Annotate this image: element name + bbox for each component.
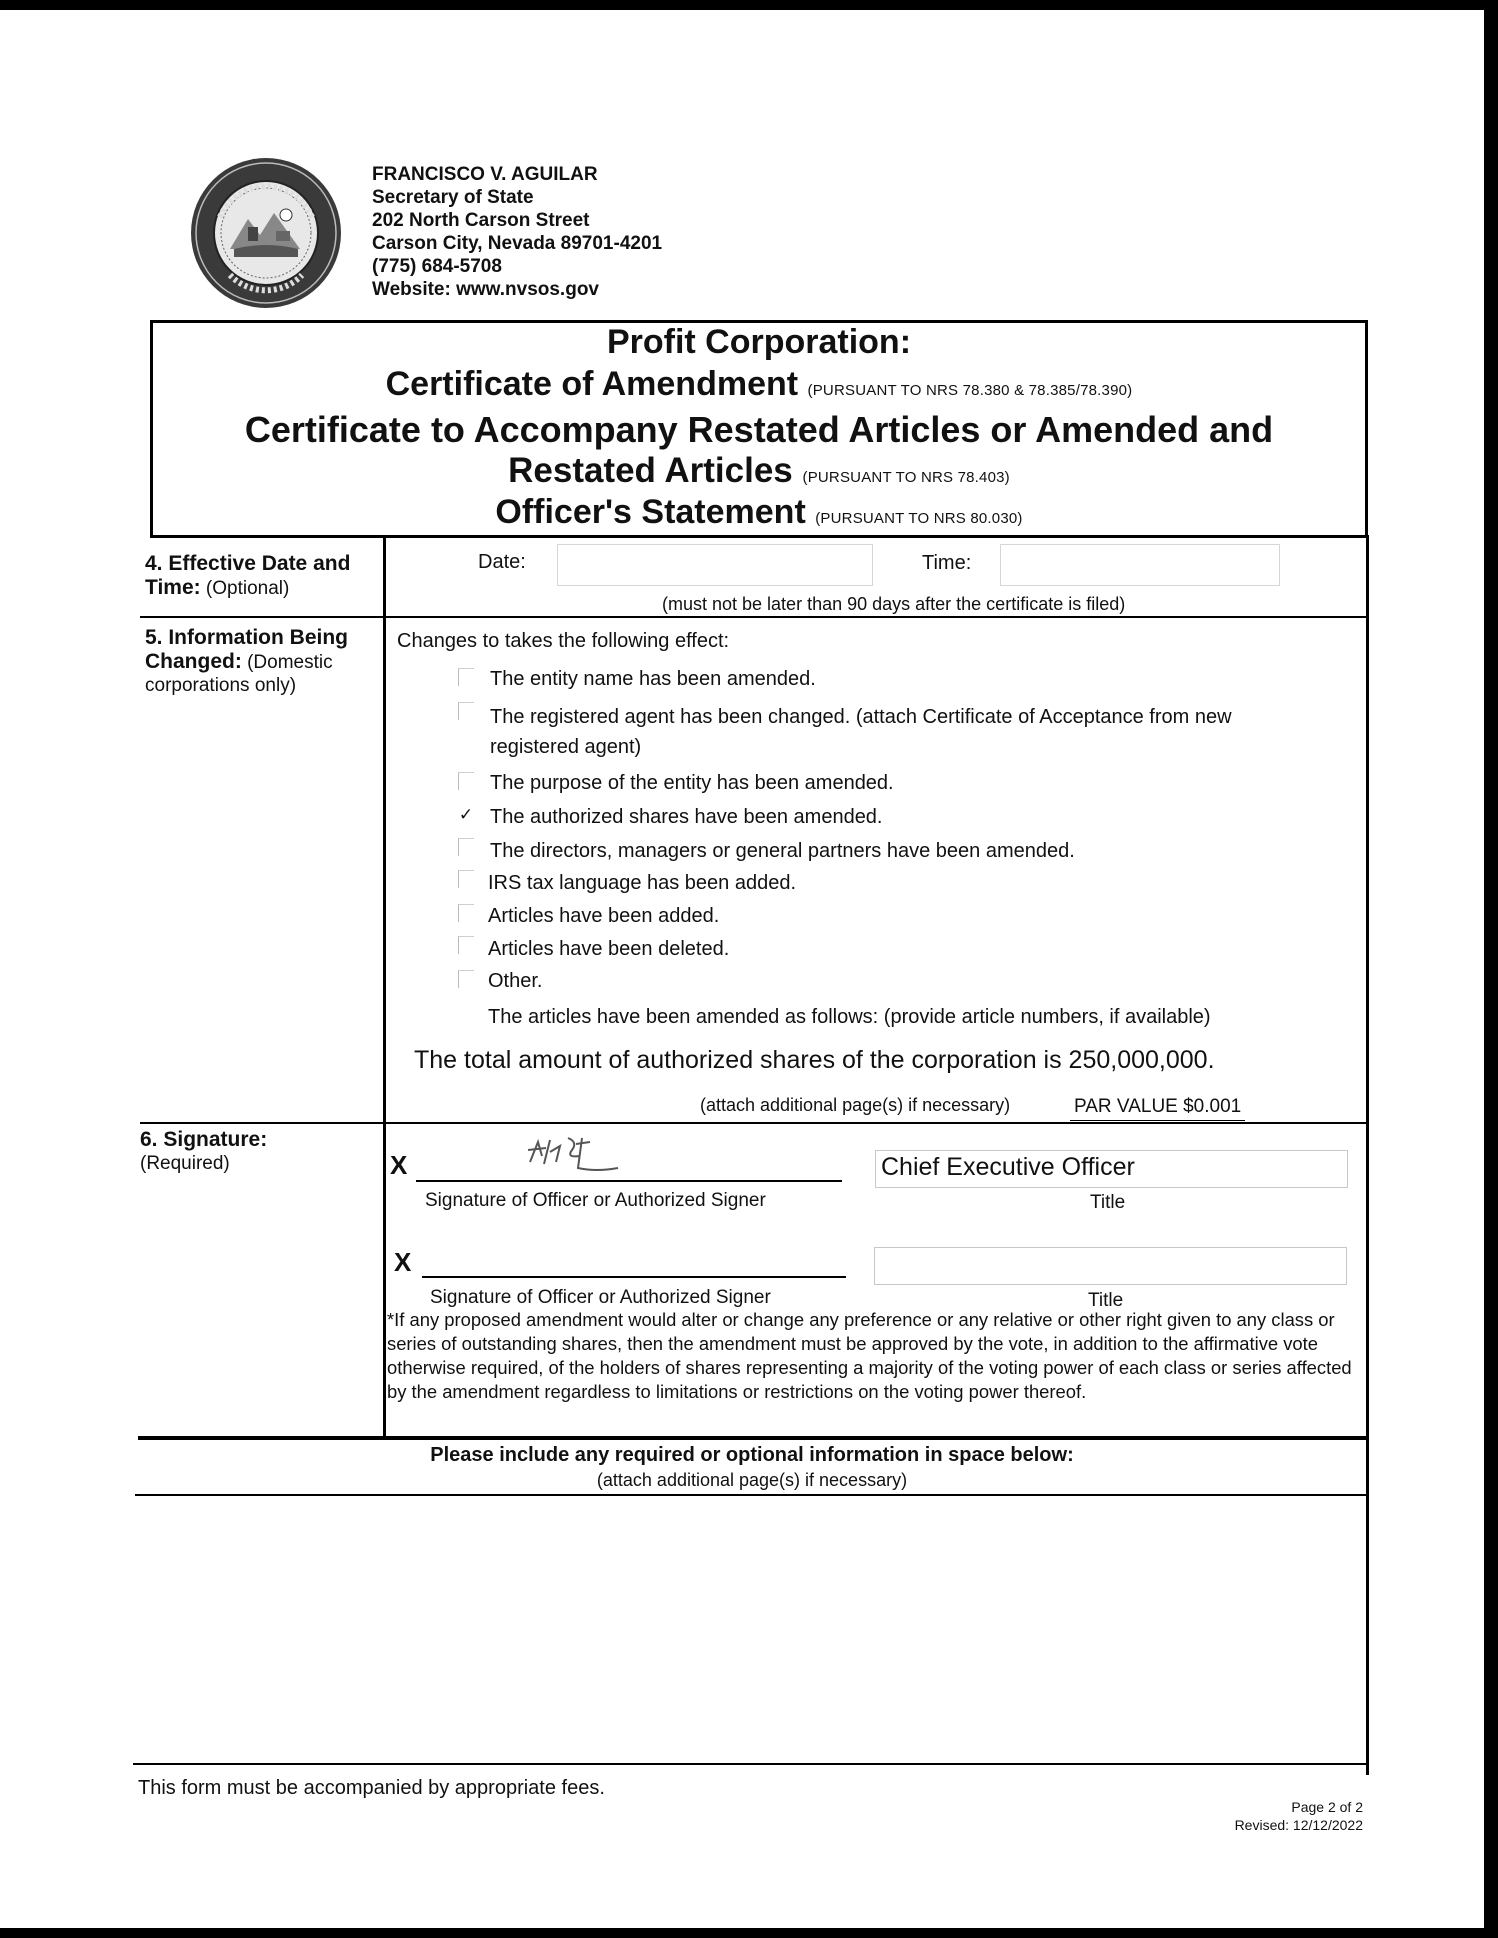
street-address: 202 North Carson Street: [372, 210, 590, 231]
divider-row4: [140, 616, 1368, 618]
changes-intro: Changes to takes the following effect:: [397, 630, 730, 652]
divider-row6: [138, 1436, 1368, 1440]
official-name: FRANCISCO V. AGUILAR: [372, 164, 598, 185]
signature1-caption: Signature of Officer or Authorized Signer: [425, 1190, 766, 1211]
option-entity-name: The entity name has been amended.: [490, 668, 816, 690]
revised-date: Revised: 12/12/2022: [1234, 1817, 1363, 1833]
section6-label: 6. Signature: (Required): [140, 1128, 268, 1174]
checkbox-registered-agent[interactable]: [458, 702, 474, 720]
divider-bottom: [133, 1763, 1368, 1765]
checkbox-authorized-shares[interactable]: ✓: [458, 805, 474, 824]
checkbox-purpose[interactable]: [458, 772, 474, 790]
signer2-title-caption: Title: [1088, 1290, 1124, 1311]
divider-right: [1366, 535, 1369, 1775]
additional-info-heading: Please include any required or optional information in space below:: [430, 1444, 1074, 1466]
page-number: Page 2 of 2: [1291, 1799, 1363, 1815]
option-other: Other.: [488, 970, 543, 992]
section4-label: 4. Effective Date and Time: (Optional): [145, 552, 351, 599]
section5-label: 5. Information Being Changed: (Domestic corporations only): [145, 626, 349, 696]
option-directors: The directors, managers or general partners have been amended.: [490, 840, 1075, 862]
additional-info-area[interactable]: [140, 1500, 1364, 1760]
signature2-caption: Signature of Officer or Authorized Signer: [430, 1287, 771, 1308]
signer1-title-caption: Title: [1090, 1192, 1126, 1213]
signature2-line[interactable]: [422, 1276, 846, 1278]
phone-number: (775) 684-5708: [372, 256, 502, 277]
checkbox-articles-deleted[interactable]: [458, 936, 474, 954]
page-info: [1235, 1798, 1363, 1834]
option-authorized-shares: The authorized shares have been amended.: [490, 806, 883, 828]
option-articles-deleted: Articles have been deleted.: [488, 938, 730, 960]
website: Website: www.nvsos.gov: [372, 279, 599, 300]
divider-row5: [140, 1122, 1368, 1124]
date-label: Date:: [478, 551, 526, 573]
form-title-line1: Profit Corporation:: [606, 323, 912, 361]
par-value: PAR VALUE $0.001: [1070, 1096, 1245, 1121]
scan-edge-top: [0, 0, 1498, 10]
additional-info-note: (attach additional page(s) if necessary): [596, 1470, 908, 1490]
form-title-box: [150, 320, 1368, 535]
attach-note: (attach additional page(s) if necessary): [700, 1095, 1011, 1115]
checkbox-other[interactable]: [458, 970, 474, 988]
scan-edge-bottom: [0, 1928, 1498, 1938]
scan-edge-right: [1484, 0, 1498, 1938]
agency-address-block: [372, 163, 662, 301]
option-registered-agent: The registered agent has been changed. (attach Certificate of Acceptance from new: [490, 706, 1232, 728]
signer2-title-field[interactable]: [874, 1247, 1347, 1285]
amended-as-follows-note: The articles have been amended as follows: (provide article numbers, if available): [488, 1006, 1211, 1028]
option-irs-tax: IRS tax language has been added.: [488, 872, 797, 894]
handwritten-signature: [520, 1128, 650, 1178]
signer1-title-field[interactable]: Chief Executive Officer: [875, 1150, 1348, 1188]
time-field[interactable]: [1000, 544, 1280, 586]
time-label: Time:: [922, 552, 972, 574]
date-time-note: (must not be later than 90 days after the certificate is filed): [662, 594, 1126, 614]
signature2-x: X: [394, 1247, 412, 1277]
form-title-line3: Certificate to Accompany Restated Articles or Amended and: [244, 409, 1274, 450]
official-office: Secretary of State: [372, 187, 534, 208]
city-address: Carson City, Nevada 89701-4201: [372, 233, 663, 254]
signature1-x: X: [390, 1150, 408, 1180]
option-purpose: The purpose of the entity has been amended.: [490, 772, 894, 794]
option-articles-added: Articles have been added.: [488, 905, 720, 927]
amendment-text: The total amount of authorized shares of the corporation is 250,000,000.: [414, 1046, 1215, 1074]
form-title-line4: Restated Articles (PURSUANT TO NRS 78.403): [508, 451, 1010, 490]
form-title-line2: Certificate of Amendment (PURSUANT TO NRS 78.380 & 78.385/78.390): [385, 365, 1133, 403]
option-registered-agent-cont: registered agent): [490, 736, 642, 758]
date-field[interactable]: [557, 544, 873, 586]
divider-column: [383, 535, 386, 1437]
nevada-state-seal-icon: [190, 157, 342, 309]
signature1-line[interactable]: [416, 1180, 842, 1182]
checkbox-entity-name[interactable]: [458, 668, 474, 686]
checkbox-articles-added[interactable]: [458, 904, 474, 922]
checkbox-directors[interactable]: [458, 838, 474, 856]
amendment-footnote: *If any proposed amendment would alter or change any preference or any relative or other right given to any class or series of outstanding shares, then the amendment must be approved by the vote, in addition to the affirmative vote otherwise required, of the holders of shares representing a majority of the voting power of each class or series affected by the amendment regardless to limitations or restrictions on the voting power thereof.: [387, 1309, 1352, 1402]
divider-additional: [135, 1494, 1368, 1496]
fees-note: This form must be accompanied by appropriate fees.: [138, 1777, 605, 1799]
divider-title-bottom: [150, 535, 1368, 538]
checkbox-irs-tax[interactable]: [458, 870, 474, 888]
form-title-line5: Officer's Statement (PURSUANT TO NRS 80.030): [495, 493, 1023, 531]
